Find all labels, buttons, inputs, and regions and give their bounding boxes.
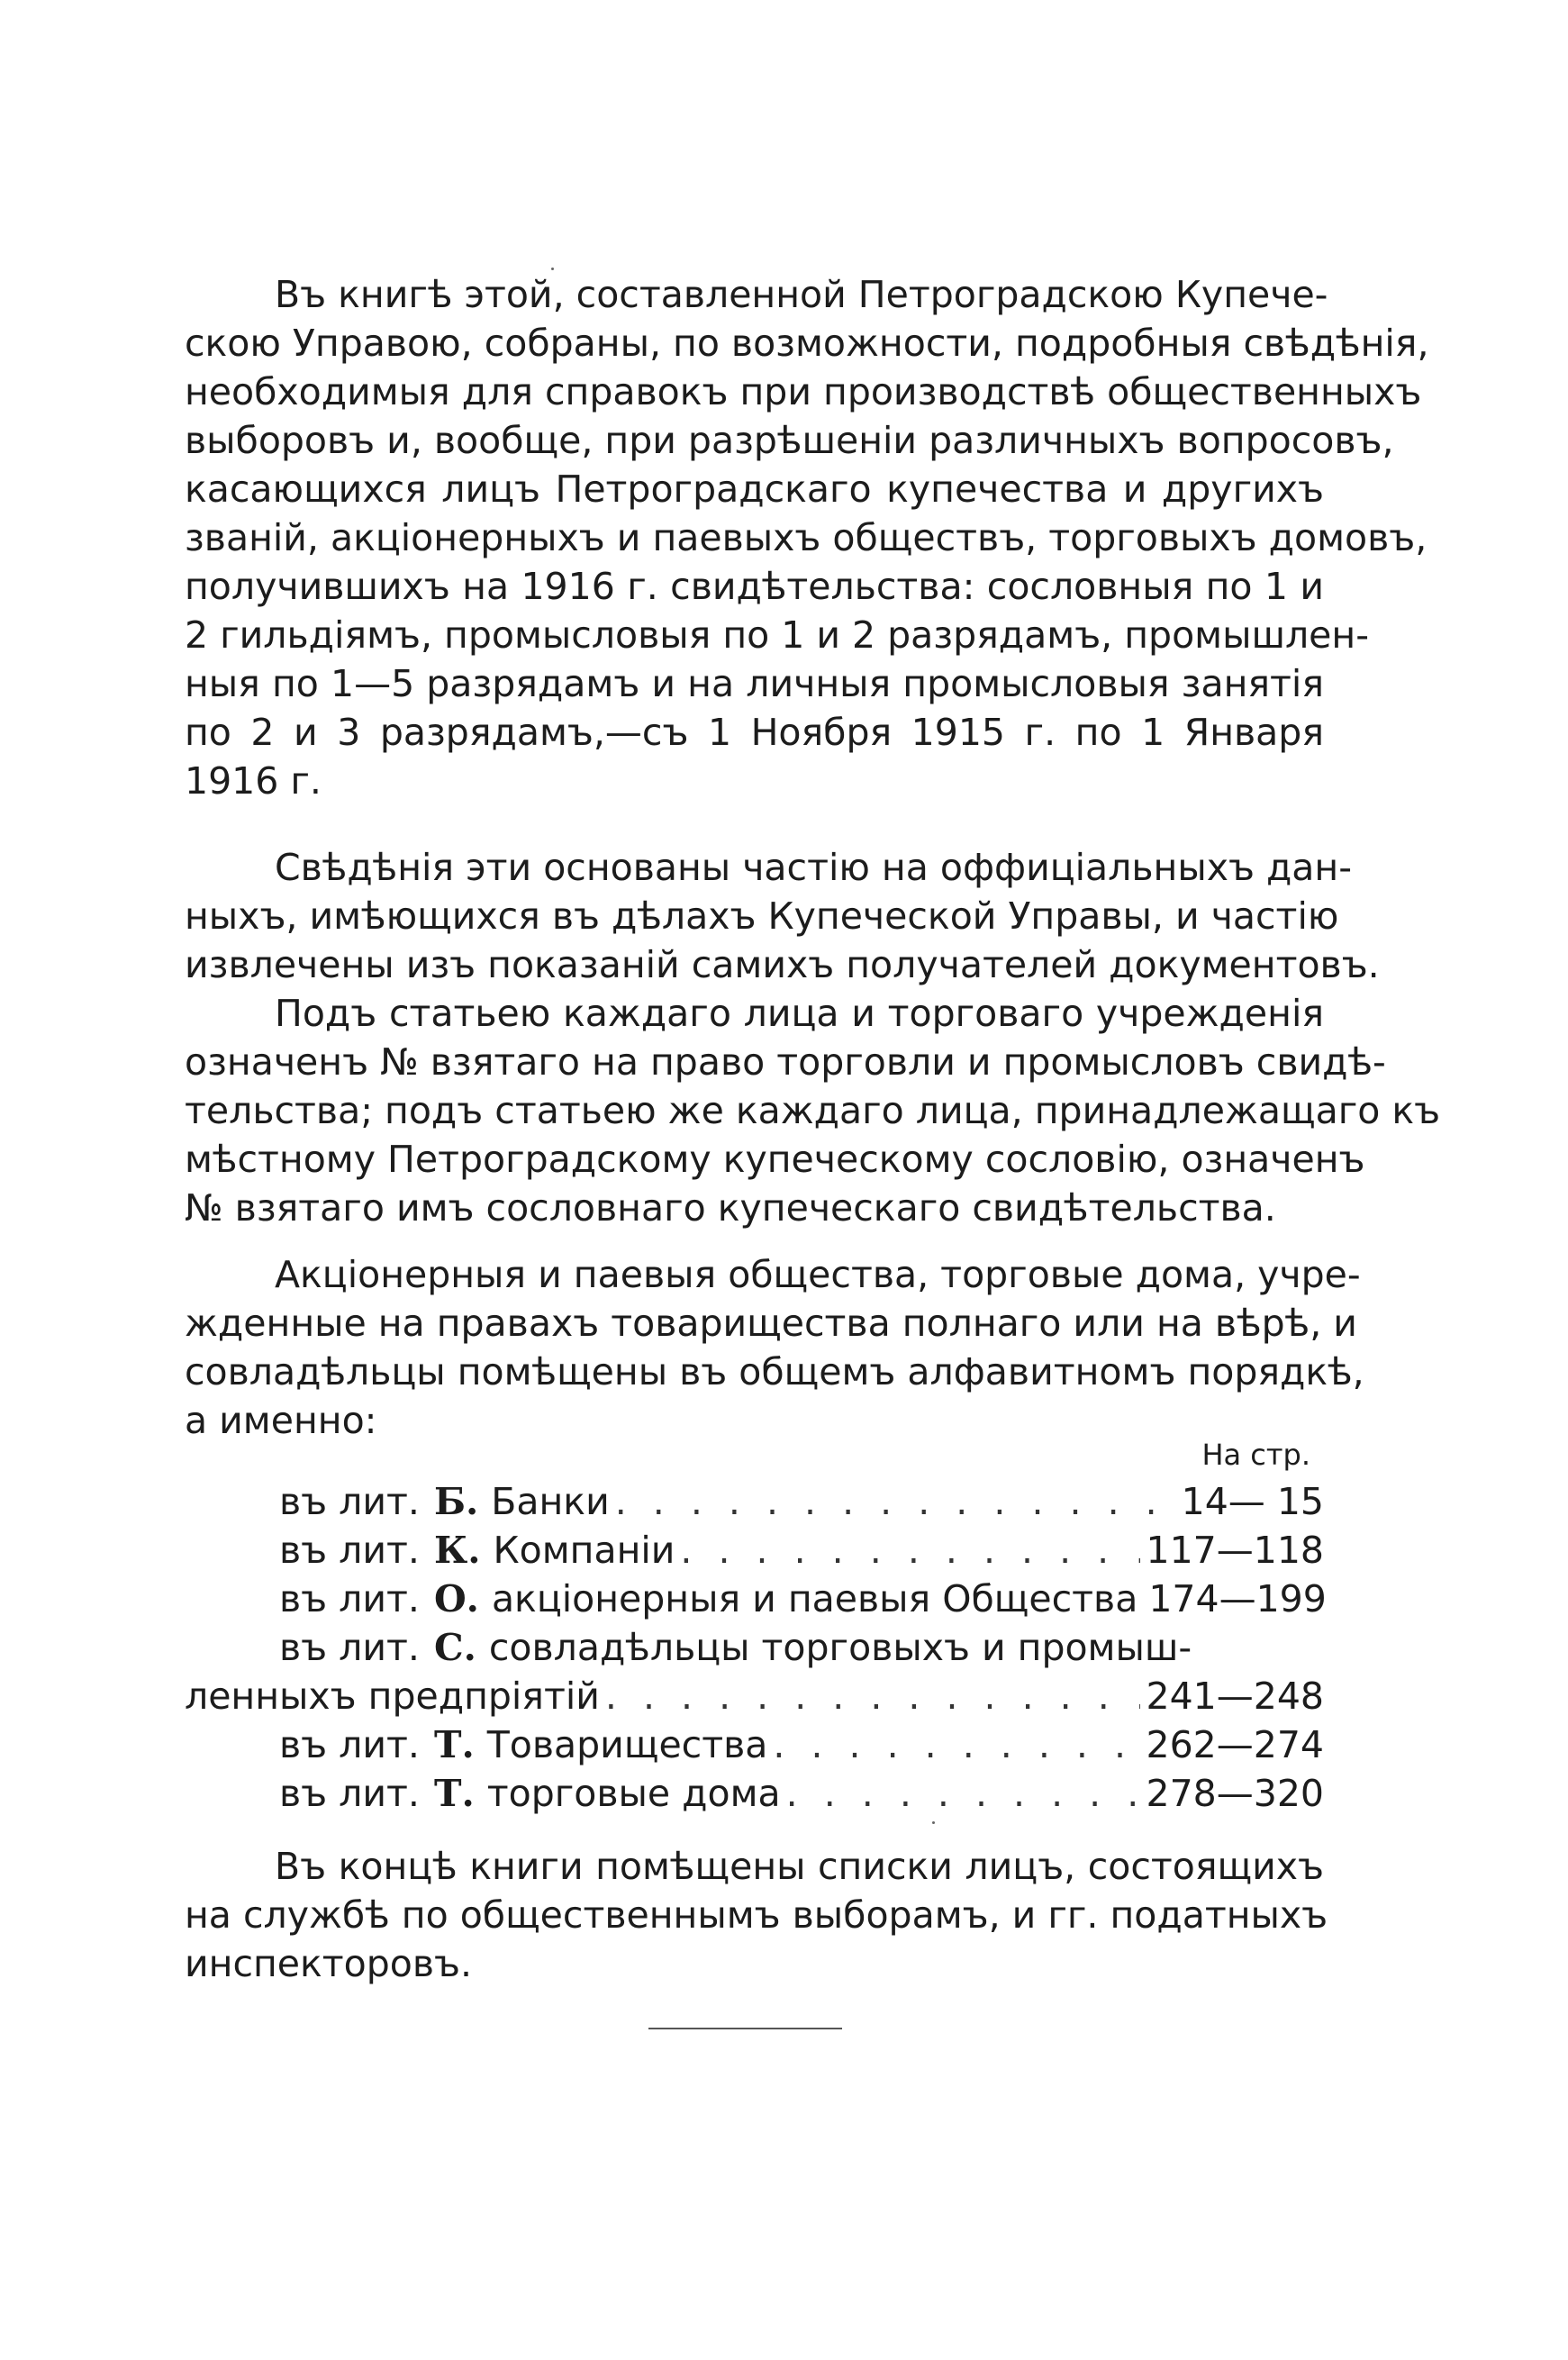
text-line: извлечены изъ показаній самихъ получателей документовъ. bbox=[185, 943, 1380, 986]
text-line: совладѣльцы помѣщены въ общемъ алфавитномъ порядкѣ, bbox=[185, 1350, 1364, 1393]
toc-label: торговые дома bbox=[486, 1772, 781, 1815]
toc-prefix: въ лит. bbox=[279, 1772, 420, 1815]
toc-entry-societies bbox=[185, 1575, 1327, 1623]
print-speck bbox=[551, 268, 554, 270]
toc-entry-banks bbox=[185, 1477, 1324, 1526]
text-line: а именно: bbox=[185, 1399, 377, 1442]
leader-dots bbox=[773, 1720, 1140, 1769]
toc-letter: К. bbox=[433, 1529, 481, 1572]
toc-label: ленныхъ предпріятій bbox=[185, 1675, 600, 1718]
leader-dots bbox=[786, 1769, 1141, 1818]
toc-prefix: въ лит. bbox=[279, 1529, 420, 1572]
text-line: инспекторовъ. bbox=[185, 1942, 473, 1985]
toc-prefix: въ лит. bbox=[279, 1577, 420, 1620]
text-line: тельства; подъ статьею же каждаго лица, принадлежащаго къ bbox=[185, 1089, 1441, 1132]
print-speck bbox=[932, 1821, 935, 1824]
text-line: ныхъ, имѣющихся въ дѣлахъ Купеческой Управы, и частію bbox=[185, 894, 1339, 938]
text-line: необходимыя для справокъ при производствѣ общественныхъ bbox=[185, 370, 1422, 413]
body-text bbox=[185, 270, 1441, 1445]
text-line: жденные на правахъ товарищества полнаго или на вѣрѣ, и bbox=[185, 1302, 1357, 1345]
text-line: 1916 г. bbox=[185, 759, 322, 803]
text-line: Акціонерныя и паевыя общества, торговые дома, учре- bbox=[275, 1253, 1361, 1296]
toc-pages: 14— 15 bbox=[1181, 1480, 1324, 1523]
text-line: получившихъ на 1916 г. свидѣтельства: сословныя по 1 и bbox=[185, 565, 1324, 608]
leader-dots bbox=[615, 1477, 1161, 1526]
toc-entry-co-owners-continued bbox=[185, 1672, 1324, 1720]
contents-list bbox=[185, 1432, 1327, 1818]
toc-label: акціонерныя и паевыя Общества bbox=[491, 1577, 1138, 1620]
closing-paragraph bbox=[185, 1842, 1328, 1988]
text-line: Въ книгѣ этой, составленной Петроградскою Купече- bbox=[275, 273, 1328, 316]
toc-letter: Б. bbox=[433, 1480, 479, 1523]
text-line: Подъ статьею каждаго лица и торговаго учрежденія bbox=[275, 992, 1324, 1035]
toc-entry-trading-houses bbox=[185, 1769, 1324, 1818]
toc-label: Товарищества bbox=[486, 1723, 768, 1766]
leader-dots bbox=[680, 1526, 1140, 1575]
toc-label: Банки bbox=[491, 1480, 610, 1523]
numbering-paragraph bbox=[185, 989, 1441, 1232]
toc-letter: Т. bbox=[433, 1723, 475, 1766]
toc-entry-co-owners bbox=[185, 1623, 1324, 1672]
text-line: выборовъ и, вообще, при разрѣшеніи различныхъ вопросовъ, bbox=[185, 419, 1394, 462]
toc-pages: 241—248 bbox=[1146, 1675, 1324, 1718]
text-line: ныя по 1—5 разрядамъ и на личныя промысловыя занятія bbox=[185, 662, 1324, 705]
text-line: Въ концѣ книги помѣщены списки лицъ, состоящихъ bbox=[275, 1845, 1324, 1888]
leader-dots bbox=[605, 1672, 1141, 1720]
toc-pages: 278—320 bbox=[1146, 1772, 1324, 1815]
page-column-heading: На стр. bbox=[1201, 1438, 1310, 1472]
toc-entry-partnerships bbox=[185, 1720, 1324, 1769]
text-line: скою Управою, собраны, по возможности, подробныя свѣдѣнія, bbox=[185, 322, 1429, 365]
toc-letter: С. bbox=[433, 1626, 476, 1669]
toc-letter: О. bbox=[433, 1577, 479, 1620]
end-rule bbox=[648, 2028, 842, 2029]
text-line: по 2 и 3 разрядамъ,—съ 1 Ноября 1915 г. по 1 Января bbox=[185, 711, 1324, 754]
toc-prefix: въ лит. bbox=[279, 1480, 420, 1523]
intro-paragraph bbox=[185, 270, 1429, 805]
toc-letter: Т. bbox=[433, 1772, 475, 1815]
text-line: означенъ № взятаго на право торговли и промысловъ свидѣ- bbox=[185, 1040, 1386, 1084]
sources-paragraph bbox=[185, 843, 1380, 989]
toc-entry-companies bbox=[185, 1526, 1324, 1575]
toc-pages: 174—199 bbox=[1148, 1577, 1327, 1620]
toc-label: совладѣльцы торговыхъ и промыш- bbox=[488, 1626, 1192, 1669]
ordering-paragraph bbox=[185, 1250, 1364, 1445]
toc-label: Компаніи bbox=[493, 1529, 675, 1572]
text-line: 2 гильдіямъ, промысловыя по 1 и 2 разрядамъ, промышлен- bbox=[185, 613, 1370, 657]
toc-pages: 117—118 bbox=[1146, 1529, 1324, 1572]
toc-pages: 262—274 bbox=[1146, 1723, 1324, 1766]
text-line: на службѣ по общественнымъ выборамъ, и гг. податныхъ bbox=[185, 1893, 1328, 1937]
toc-prefix: въ лит. bbox=[279, 1723, 420, 1766]
text-line: званій, акціонерныхъ и паевыхъ обществъ, торговыхъ домовъ, bbox=[185, 516, 1428, 559]
text-line: Свѣдѣнія эти основаны частію на оффиціальныхъ дан- bbox=[275, 846, 1353, 889]
text-line: мѣстному Петроградскому купеческому сословію, означенъ bbox=[185, 1138, 1365, 1181]
text-line: № взятаго имъ сословнаго купеческаго свидѣтельства. bbox=[185, 1186, 1276, 1230]
text-line: касающихся лицъ Петроградскаго купечества и другихъ bbox=[185, 467, 1324, 511]
toc-prefix: въ лит. bbox=[279, 1626, 420, 1669]
